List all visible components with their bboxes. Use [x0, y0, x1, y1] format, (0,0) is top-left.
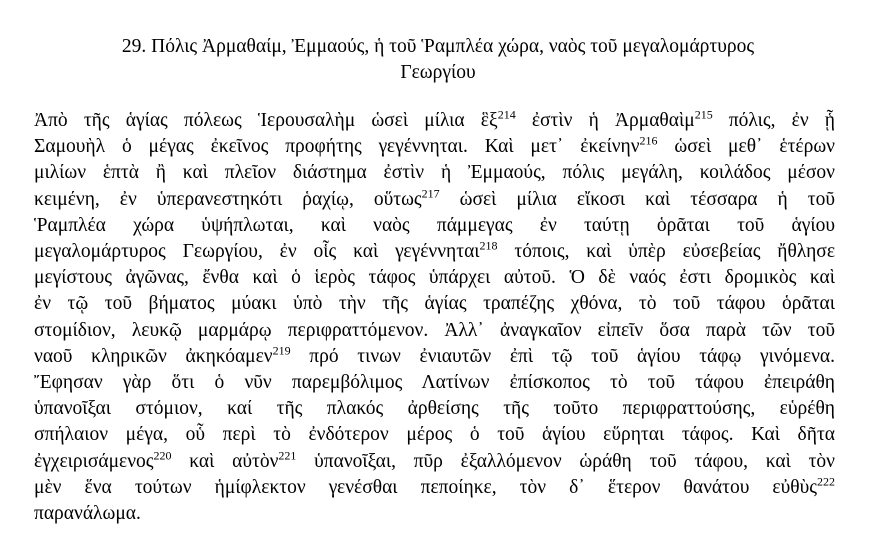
- paragraph-line: μεγαλομάρτυρος Γεωργίου, ἐν οἷς καὶ γεγέννηται$^{218}$ τόποις, καὶ ὑπὲρ εὐσεβείας ἤθλησε: [34, 238, 836, 263]
- footnote-marker: 214: [497, 107, 516, 122]
- paragraph-line: Ῥαμπλέα χώρα ὑψήπλωται, καὶ ναὸς πάμμεγας ἐν ταύτῃ ὁρᾶται τοῦ ἁγίου: [34, 214, 835, 236]
- footnote-marker: 218: [479, 238, 498, 253]
- footnote-marker: 222: [817, 474, 835, 489]
- paragraph-line: Ἔφησαν γὰρ ὅτι ὁ νῦν παρεμβόλιμος Λατίνων ἐπίσκοπος τὸ τοῦ τάφου ἐπειράθη: [34, 372, 835, 394]
- footnote-marker: 217: [421, 186, 440, 201]
- footnote-marker: 216: [639, 133, 658, 148]
- footnote-marker: 219: [272, 343, 291, 358]
- paragraph-line: ὑπανοῖξαι στόμιον, καί τῆς πλακός ἀρθείσης τῆς τοῦτο περιφραττούσης, εὑρέθη: [34, 398, 835, 420]
- footnote-marker: 215: [694, 107, 713, 122]
- paragraph-line: μιλίων ἑπτὰ ἢ καὶ πλεῖον διάστημα ἐστὶν ἡ Ἐμμαούς, πόλις μεγάλη, κοιλάδος μέσον: [34, 162, 835, 184]
- paragraph-line: παρανάλωμα.: [34, 503, 141, 525]
- paragraph-line: μὲν ἕνα τούτων ἡμίφλεκτον γενέσθαι πεποίηκε, τὸν δ᾽ ἕτερον θανάτου εὐθὺς$^{222}$: [34, 474, 835, 498]
- paragraph-line: μεγίστους ἀγῶνας, ἔνθα καὶ ὁ ἱερὸς τάφος ὑπάρχει αὐτοῦ. Ὁ δὲ ναός ἐστι δρομικὸς καὶ: [34, 267, 835, 289]
- paragraph-line: κειμένη, ἐν ὑπερανεστηκότι ῥαχίῳ, οὕτως$^{217}$ ὡσεὶ μίλια εἴκοσι καὶ τέσσαρα ἡ τοῦ: [34, 186, 835, 210]
- footnote-marker: 221: [278, 448, 297, 463]
- heading-line-2: Γεωργίου: [400, 62, 476, 83]
- paragraph-line: σπήλαιον μέγα, οὗ περὶ τὸ ἐνδότερον μέρος ὁ τοῦ ἁγίου εὕρηται τάφος. Καὶ δῆτα: [34, 424, 835, 446]
- paragraph-line: ἐγχειρισάμενος$^{220}$ καὶ αὐτὸν$^{221}$ ὑπανοῖξαι, πῦρ ἐξαλλόμενον ὡράθη τοῦ τάφου, καὶ τὸν: [34, 448, 835, 472]
- section-heading: [60, 34, 816, 86]
- footnote-marker: 220: [153, 448, 172, 463]
- paragraph-line: Ἀπὸ τῆς ἁγίας πόλεως Ἱερουσαλὴμ ὡσεὶ μίλια ἓξ$^{214}$ ἐστὶν ἡ Ἀρμαθαὶμ$^{215}$ πόλις, ἐν ᾗ: [34, 107, 836, 131]
- paragraph-line: ναοῦ κληρικῶν ἀκηκόαμεν$^{219}$ πρό τινων ἐνιαυτῶν ἐπὶ τῷ τοῦ ἁγίου τάφῳ γινόμενα.: [34, 343, 835, 367]
- body-paragraph: [34, 108, 835, 527]
- paragraph-line: Σαμουὴλ ὁ μέγας ἐκεῖνος προφήτης γεγέννηται. Καὶ μετ᾽ ἐκείνην$^{216}$ ὡσεὶ μεθ᾽ ἑτέρων: [34, 133, 835, 158]
- paragraph-line: στομίδιον, λευκῷ μαρμάρῳ περιφραττόμενον. Ἀλλ᾽ ἀναγκαῖον εἰπεῖν ὅσα παρὰ τῶν τοῦ: [34, 319, 835, 341]
- heading-line-1: 29. Πόλις Ἀρμαθαίμ, Ἐμμαούς, ἡ τοῦ Ῥαμπλέα χώρα, ναὸς τοῦ μεγαλομάρτυρος: [121, 36, 755, 57]
- paragraph-line: ἐν τῷ τοῦ βήματος μύακι ὑπὸ τὴν τῆς ἁγίας τραπέζης χθόνα, τὸ τοῦ τάφου ὁρᾶται: [34, 293, 835, 315]
